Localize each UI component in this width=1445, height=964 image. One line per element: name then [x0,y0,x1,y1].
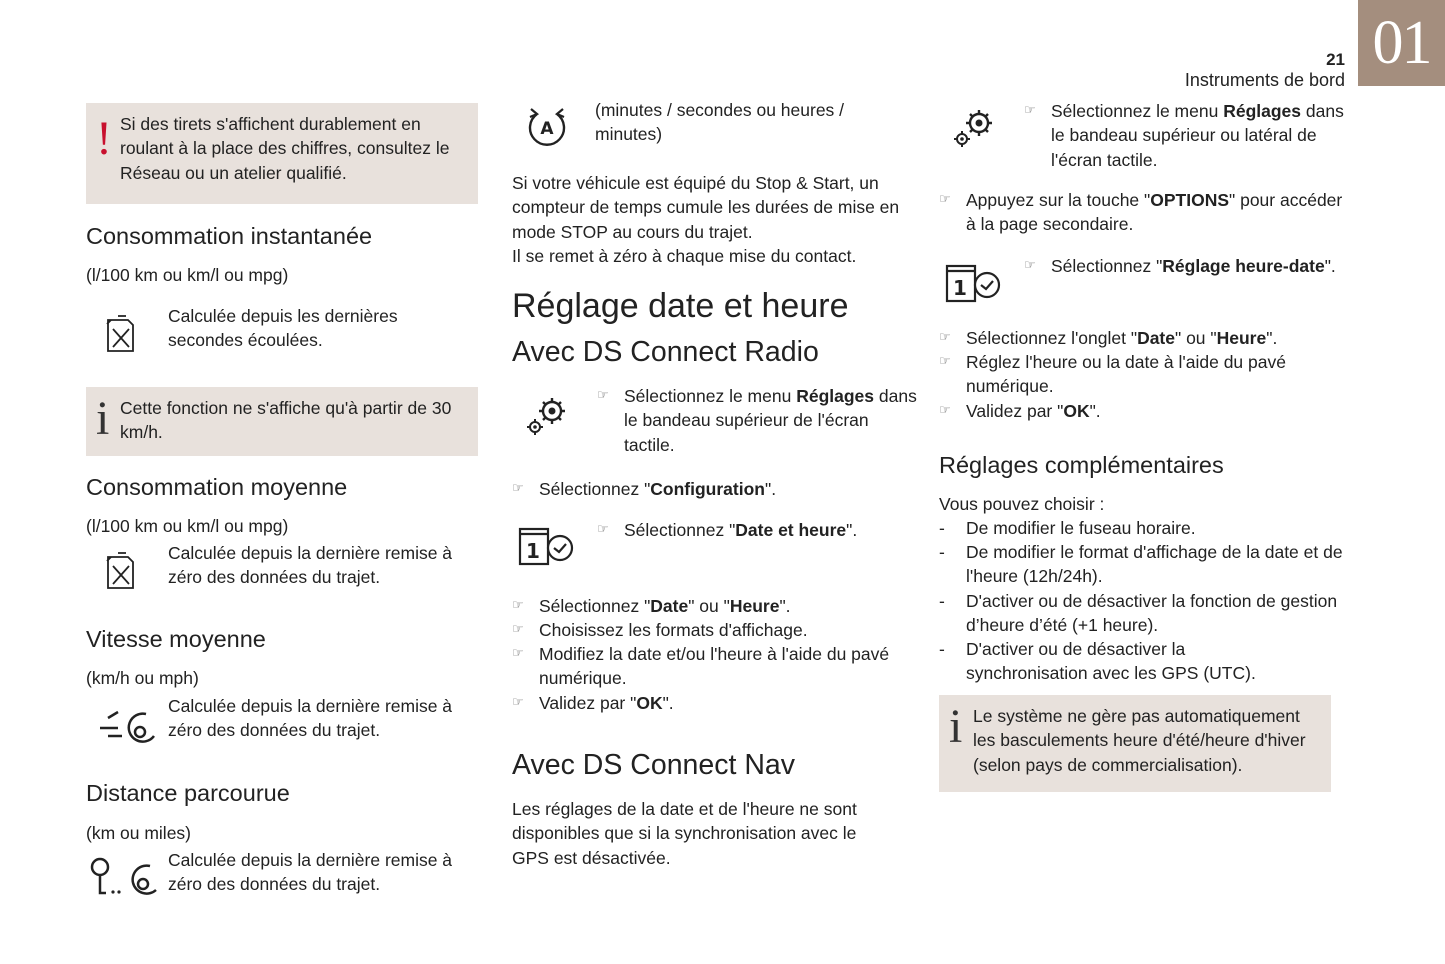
extra-item: - De modifier le fuseau horaire. [939,516,1356,540]
radio-step: ☞ Modifiez la date et/ou l'heure à l'aide du pavé numérique. [512,642,909,691]
nav-step: ☞ Sélectionnez l'onglet "Date" ou "Heure". [939,326,1356,350]
radio-step: ☞ Sélectionnez "Configuration". [512,477,929,501]
section-desc: Calculée depuis la dernière remise à zéro des données du trajet. [168,696,453,741]
section-desc: Calculée depuis la dernière remise à zéro des données du trajet. [168,850,453,895]
extra-intro: Vous pouvez choisir : [939,494,1105,514]
info-icon: i [949,700,963,753]
warning-icon: ! [96,112,112,165]
chapter-number: 01 [1372,9,1431,77]
info-note [86,387,478,456]
extra-settings-title: Réglages complémentaires [939,452,1224,478]
unit-text: (km/h ou mph) [86,668,199,688]
main-title: Réglage date et heure [512,287,849,325]
nav-step: ☞ Sélectionnez "Réglage heure-date". [1024,254,1351,278]
nav-step: ☞ Réglez l'heure ou la date à l'aide du pavé numérique. [939,350,1346,399]
unit-text: (l/100 km ou km/l ou mpg) [86,516,289,536]
extra-item: - D'activer ou de désactiver la synchronisation avec les GPS (UTC). [939,637,1306,686]
stop-start-reset: Il se remet à zéro à chaque mise du contact. [512,246,857,266]
radio-step: ☞ Validez par "OK". [512,691,929,715]
nav-title: Avec DS Connect Nav [512,749,796,781]
radio-title: Avec DS Connect Radio [512,336,819,368]
section-heading: Consommation instantanée [86,223,373,249]
info-note-text: Cette fonction ne s'affiche qu'à partir de 30 km/h. [120,398,452,443]
page-number: 21 [1326,50,1345,69]
extra-item: - D'activer ou de désactiver la fonction de gestion d’heure d’été (+1 heure). [939,589,1346,638]
warning-note [86,103,478,204]
average-speed-icon [98,708,158,744]
section-desc: Calculée depuis la dernière remise à zéro des données du trajet. [168,543,453,588]
radio-step: ☞ Sélectionnez "Date" ou "Heure". [512,594,929,618]
unit-text: (km ou miles) [86,823,192,843]
settings-gear-icon [952,106,996,150]
nav-step: ☞ Appuyez sur la touche "OPTIONS" pour accéder à la page secondaire. [939,188,1346,237]
svg-text:1: 1 [526,539,540,563]
settings-gear-icon [525,394,569,438]
section-heading: Vitesse moyenne [86,626,266,652]
svg-text:A: A [540,119,554,139]
calendar-clock-icon [945,261,1003,303]
nav-step: ☞ Sélectionnez le menu Réglages dans le bandeau supérieur ou latéral de l'écran tactile. [1024,99,1356,172]
warning-note-text: Si des tirets s'affichent durablement en roulant à la place des chiffres, consultez le Réseau ou un atelier qualifié. [120,114,450,183]
section-heading: Consommation moyenne [86,474,348,500]
info-note-text: Le système ne gère pas automatiquement les basculements heure d'été/heure d'hiver (selon pays de commercialisation). [973,706,1306,775]
section-title: Instruments de bord [1184,70,1345,90]
info-note [939,695,1331,792]
stop-start-text: Si votre véhicule est équipé du Stop & Start, un compteur de temps cumule les durées de mise en mode STOP au cours du trajet. [512,173,900,242]
nav-step: ☞ Validez par "OK". [939,399,1356,423]
fuel-can-icon [104,551,138,591]
radio-step: ☞ Choisissez les formats d'affichage. [512,618,929,642]
chapter-tab [1358,0,1445,86]
section-heading: Distance parcourue [86,780,290,806]
stop-start-icon [526,104,568,150]
extra-item: - De modifier le format d'affichage de la date et de l'heure (12h/24h). [939,540,1356,589]
calendar-clock-icon [518,524,576,566]
radio-step: ☞ Sélectionnez le menu Réglages dans le bandeau supérieur de l'écran tactile. [597,384,924,457]
unit-text: (l/100 km ou km/l ou mpg) [86,265,289,285]
section-desc: Calculée depuis les dernières secondes écoulées. [168,306,398,351]
nav-text: Les réglages de la date et de l'heure ne sont disponibles que si la synchronisation avec le GPS est désactivée. [512,799,857,868]
radio-step: ☞ Sélectionnez "Date et heure". [597,518,924,542]
stop-start-unit: (minutes / secondes ou heures / minutes) [595,100,845,145]
svg-text:1: 1 [953,276,967,300]
distance-icon [88,856,158,898]
fuel-can-icon [104,314,138,354]
info-icon: i [96,392,110,445]
